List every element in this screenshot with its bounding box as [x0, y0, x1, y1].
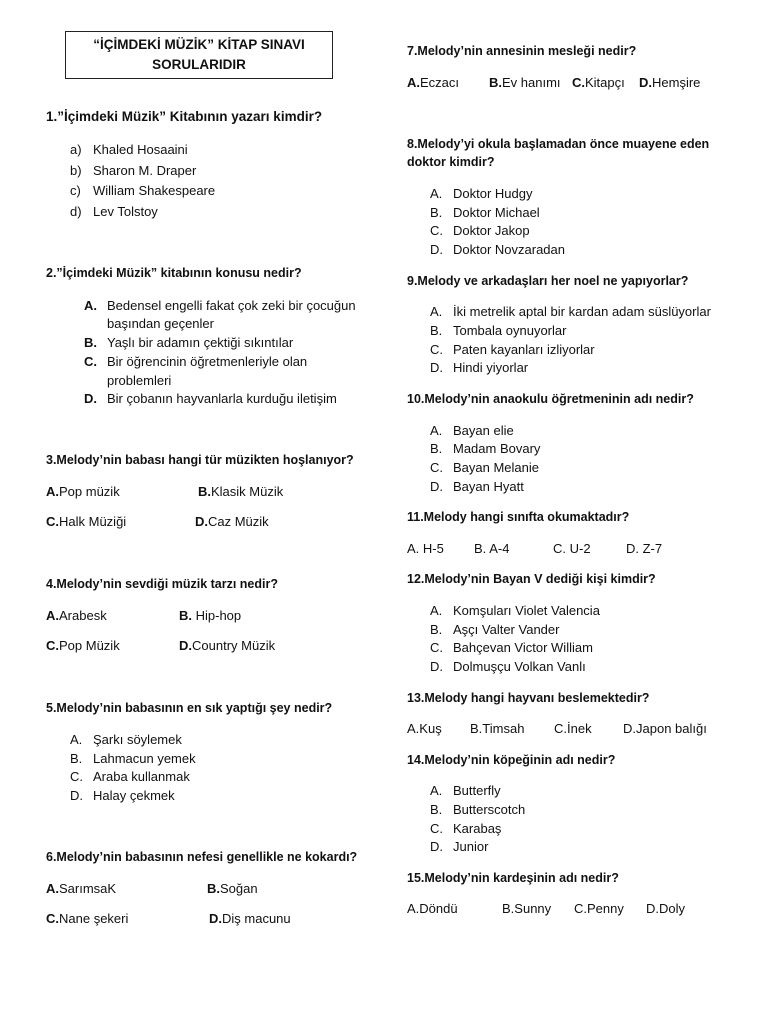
option-key[interactable]: B.	[70, 751, 83, 766]
option-key: d)	[70, 204, 82, 219]
option-text: Bayan Hyatt	[453, 479, 524, 494]
option-key: B.	[474, 541, 487, 556]
question-8-cont: doktor kimdir?	[407, 155, 495, 169]
option[interactable]	[553, 541, 591, 556]
option-key: A.	[407, 541, 420, 556]
option-text: Dolmuşçu Volkan Vanlı	[453, 659, 586, 674]
option-key: B.	[179, 608, 192, 623]
option[interactable]	[70, 204, 82, 219]
option[interactable]	[46, 638, 120, 653]
option-text: Soğan	[220, 881, 258, 896]
option-key: B.	[489, 75, 502, 90]
option-text: Pop müzik	[59, 484, 120, 499]
option-text: Eczacı	[420, 75, 460, 90]
option-key: C.	[46, 638, 59, 653]
option-text: Butterfly	[453, 783, 501, 798]
option-text: Hindi yiyorlar	[453, 360, 529, 375]
option-text: Bir çobanın hayvanlarla kurduğu iletişim	[107, 391, 337, 406]
option[interactable]	[474, 541, 509, 556]
option-text: Kuş	[419, 721, 442, 736]
option-key[interactable]: A.	[430, 186, 443, 201]
option-key: D.	[646, 901, 659, 916]
option-text: Madam Bovary	[453, 441, 541, 456]
question-4: 4.Melody’nin sevdiği müzik tarzı nedir?	[46, 577, 278, 591]
option-key[interactable]: B.	[430, 622, 443, 637]
option[interactable]	[207, 881, 258, 896]
option-key[interactable]: C.	[430, 342, 443, 357]
option-text: Klasik Müzik	[211, 484, 284, 499]
option-text: Ev hanımı	[502, 75, 561, 90]
option[interactable]	[646, 901, 685, 916]
option[interactable]	[46, 881, 116, 896]
option-key: C.	[46, 911, 59, 926]
option-text: Arabesk	[59, 608, 107, 623]
option[interactable]	[198, 484, 283, 499]
question-14: 14.Melody’nin köpeğinin adı nedir?	[407, 753, 616, 767]
option-key[interactable]: B.	[430, 323, 443, 338]
question-6: 6.Melody’nin babasının nefesi genellikle ne kokardı?	[46, 850, 358, 864]
option-text: Şarkı söylemek	[93, 732, 182, 747]
option-text: Kitapçı	[585, 75, 625, 90]
option-key: C.	[554, 721, 567, 736]
option-text: Timsah	[482, 721, 525, 736]
option-text: Diş macunu	[222, 911, 291, 926]
option-key: B.	[470, 721, 483, 736]
question-5: 5.Melody’nin babasının en sık yaptığı şey nedir?	[46, 701, 333, 715]
option-key[interactable]: A.	[430, 423, 443, 438]
option-key[interactable]: B.	[430, 205, 443, 220]
option[interactable]	[407, 901, 458, 916]
option-key[interactable]: D.	[430, 839, 443, 854]
question-3: 3.Melody’nin babası hangi tür müzikten hoşlanıyor?	[46, 453, 354, 467]
option-key[interactable]: D.	[70, 788, 83, 803]
option-key[interactable]: A.	[430, 603, 443, 618]
option-text: Tombala oynuyorlar	[453, 323, 567, 338]
option-text: Butterscotch	[453, 802, 526, 817]
option-text: Yaşlı bir adamın çektiği sıkıntılar	[107, 335, 294, 350]
exam-title-line1: “İÇİMDEKİ MÜZİK” KİTAP SINAVI	[93, 37, 305, 52]
option-text: Sharon M. Draper	[93, 163, 197, 178]
option-key: D.	[623, 721, 636, 736]
option-text: Doktor Novzaradan	[453, 242, 565, 257]
option-key[interactable]: D.	[84, 391, 97, 406]
question-12: 12.Melody’nin Bayan V dediği kişi kimdir?	[407, 572, 656, 586]
option-key: C.	[572, 75, 585, 90]
question-13: 13.Melody hangi hayvanı beslemektedir?	[407, 691, 650, 705]
option[interactable]	[407, 75, 459, 90]
option-key: C.	[46, 514, 59, 529]
option-key: A.	[46, 881, 59, 896]
option-key[interactable]: A.	[430, 304, 443, 319]
option[interactable]	[470, 721, 524, 736]
option-key: D.	[195, 514, 208, 529]
option[interactable]	[626, 541, 662, 556]
exam-title-line2: SORULARIDIR	[152, 57, 246, 72]
option[interactable]	[195, 514, 269, 529]
option-text: U-2	[566, 541, 591, 556]
question-8: 8.Melody’yi okula başlamadan önce muayene eden	[407, 137, 710, 151]
option[interactable]	[554, 721, 592, 736]
option-text: İki metrelik aptal bir kardan adam süslüyorlar	[453, 304, 711, 319]
option-key: c)	[70, 183, 81, 198]
option-key: B.	[502, 901, 515, 916]
option-text: Lev Tolstoy	[93, 204, 158, 219]
question-9: 9.Melody ve arkadaşları her noel ne yapıyorlar?	[407, 274, 689, 288]
option-key: D.	[639, 75, 652, 90]
option-text: Khaled Hosaaini	[93, 142, 188, 157]
option-text: Hemşire	[652, 75, 701, 90]
option[interactable]	[574, 901, 624, 916]
option[interactable]	[46, 514, 126, 529]
question-7: 7.Melody’nin annesinin mesleği nedir?	[407, 44, 637, 58]
option-text: Doly	[659, 901, 686, 916]
option-key: A.	[46, 608, 59, 623]
option-key[interactable]: D.	[430, 360, 443, 375]
option-key[interactable]: C.	[84, 354, 97, 369]
option[interactable]	[46, 911, 128, 926]
option[interactable]	[407, 721, 442, 736]
option[interactable]	[572, 75, 625, 90]
option[interactable]	[46, 484, 120, 499]
option-text: Japon balığı	[636, 721, 707, 736]
option-key[interactable]: A.	[84, 298, 97, 313]
question-1: 1.”İçimdeki Müzik” Kitabının yazarı kimdir?	[46, 109, 323, 124]
option[interactable]	[489, 75, 561, 90]
option-text-cont: problemleri	[107, 373, 172, 388]
option-key: b)	[70, 163, 82, 178]
option-key: A.	[46, 484, 59, 499]
option-key: D.	[626, 541, 639, 556]
option[interactable]	[209, 911, 291, 926]
option-key: a)	[70, 142, 82, 157]
option[interactable]	[179, 638, 275, 653]
option-text: Hip-hop	[192, 608, 242, 623]
option-text: Halay çekmek	[93, 788, 175, 803]
option-key[interactable]: C.	[430, 640, 443, 655]
option-text: Doktor Michael	[453, 205, 540, 220]
option-text: Z-7	[639, 541, 663, 556]
option-text: Bir öğrencinin öğretmenleriyle olan	[107, 354, 308, 369]
option-text: William Shakespeare	[93, 183, 216, 198]
option-key[interactable]: C.	[430, 821, 443, 836]
option-key: C.	[553, 541, 566, 556]
option-text: Doktor Jakop	[453, 223, 530, 238]
option-text: Nane şekeri	[59, 911, 129, 926]
option[interactable]	[502, 901, 551, 916]
option-text: SarımsaK	[59, 881, 117, 896]
option-key[interactable]: A.	[430, 783, 443, 798]
question-10: 10.Melody’nin anaokulu öğretmeninin adı nedir?	[407, 392, 694, 406]
option[interactable]	[639, 75, 700, 90]
option-text: Bayan Melanie	[453, 460, 539, 475]
option-key[interactable]: C.	[430, 223, 443, 238]
option-key: A.	[407, 721, 420, 736]
option-text: Komşuları Violet Valencia	[453, 603, 600, 618]
option-key: C.	[574, 901, 587, 916]
option[interactable]	[179, 608, 241, 623]
option-key[interactable]: C.	[70, 769, 83, 784]
option[interactable]	[70, 142, 82, 157]
option-key: A.	[407, 75, 420, 90]
option-text: Bayan elie	[453, 423, 514, 438]
option-key[interactable]: C.	[430, 460, 443, 475]
option[interactable]	[70, 183, 81, 198]
option[interactable]	[407, 541, 444, 556]
option-text: İnek	[567, 721, 592, 736]
option-key: D.	[179, 638, 192, 653]
option[interactable]	[46, 608, 107, 623]
option-text: Paten kayanları izliyorlar	[453, 342, 595, 357]
option-key[interactable]: A.	[70, 732, 83, 747]
option-text: Karabaş	[453, 821, 502, 836]
question-11: 11.Melody hangi sınıfta okumaktadır?	[407, 510, 630, 524]
option-key[interactable]: B.	[84, 335, 97, 350]
option-text: H-5	[419, 541, 444, 556]
exam-title-box	[65, 31, 333, 79]
option-text: Penny	[587, 901, 624, 916]
option-key[interactable]: D.	[430, 242, 443, 257]
option-text: Sunny	[514, 901, 552, 916]
option-text: Araba kullanmak	[93, 769, 190, 784]
option-text-cont: başından geçenler	[107, 316, 214, 331]
option-text: Aşçı Valter Vander	[453, 622, 560, 637]
option[interactable]	[623, 721, 707, 736]
option-key[interactable]: B.	[430, 441, 443, 456]
option-text: Halk Müziği	[59, 514, 127, 529]
option-text: Bedensel engelli fakat çok zeki bir çocuğun	[107, 298, 356, 313]
question-2: 2.”İçimdeki Müzik” kitabının konusu nedir?	[46, 266, 302, 280]
option-key: D.	[209, 911, 222, 926]
option-key: A.	[407, 901, 420, 916]
question-15: 15.Melody’nin kardeşinin adı nedir?	[407, 871, 619, 885]
option-text: Lahmacun yemek	[93, 751, 196, 766]
option-key: B.	[207, 881, 220, 896]
option[interactable]	[70, 163, 82, 178]
option-text: Caz Müzik	[208, 514, 269, 529]
option-key[interactable]: D.	[430, 479, 443, 494]
option-text: Bahçevan Victor William	[453, 640, 593, 655]
option-key[interactable]: B.	[430, 802, 443, 817]
option-text: Döndü	[419, 901, 458, 916]
option-key[interactable]: D.	[430, 659, 443, 674]
option-text: Doktor Hudgy	[453, 186, 533, 201]
option-text: A-4	[486, 541, 510, 556]
option-text: Junior	[453, 839, 489, 854]
option-text: Country Müzik	[192, 638, 276, 653]
option-text: Pop Müzik	[59, 638, 120, 653]
option-key: B.	[198, 484, 211, 499]
